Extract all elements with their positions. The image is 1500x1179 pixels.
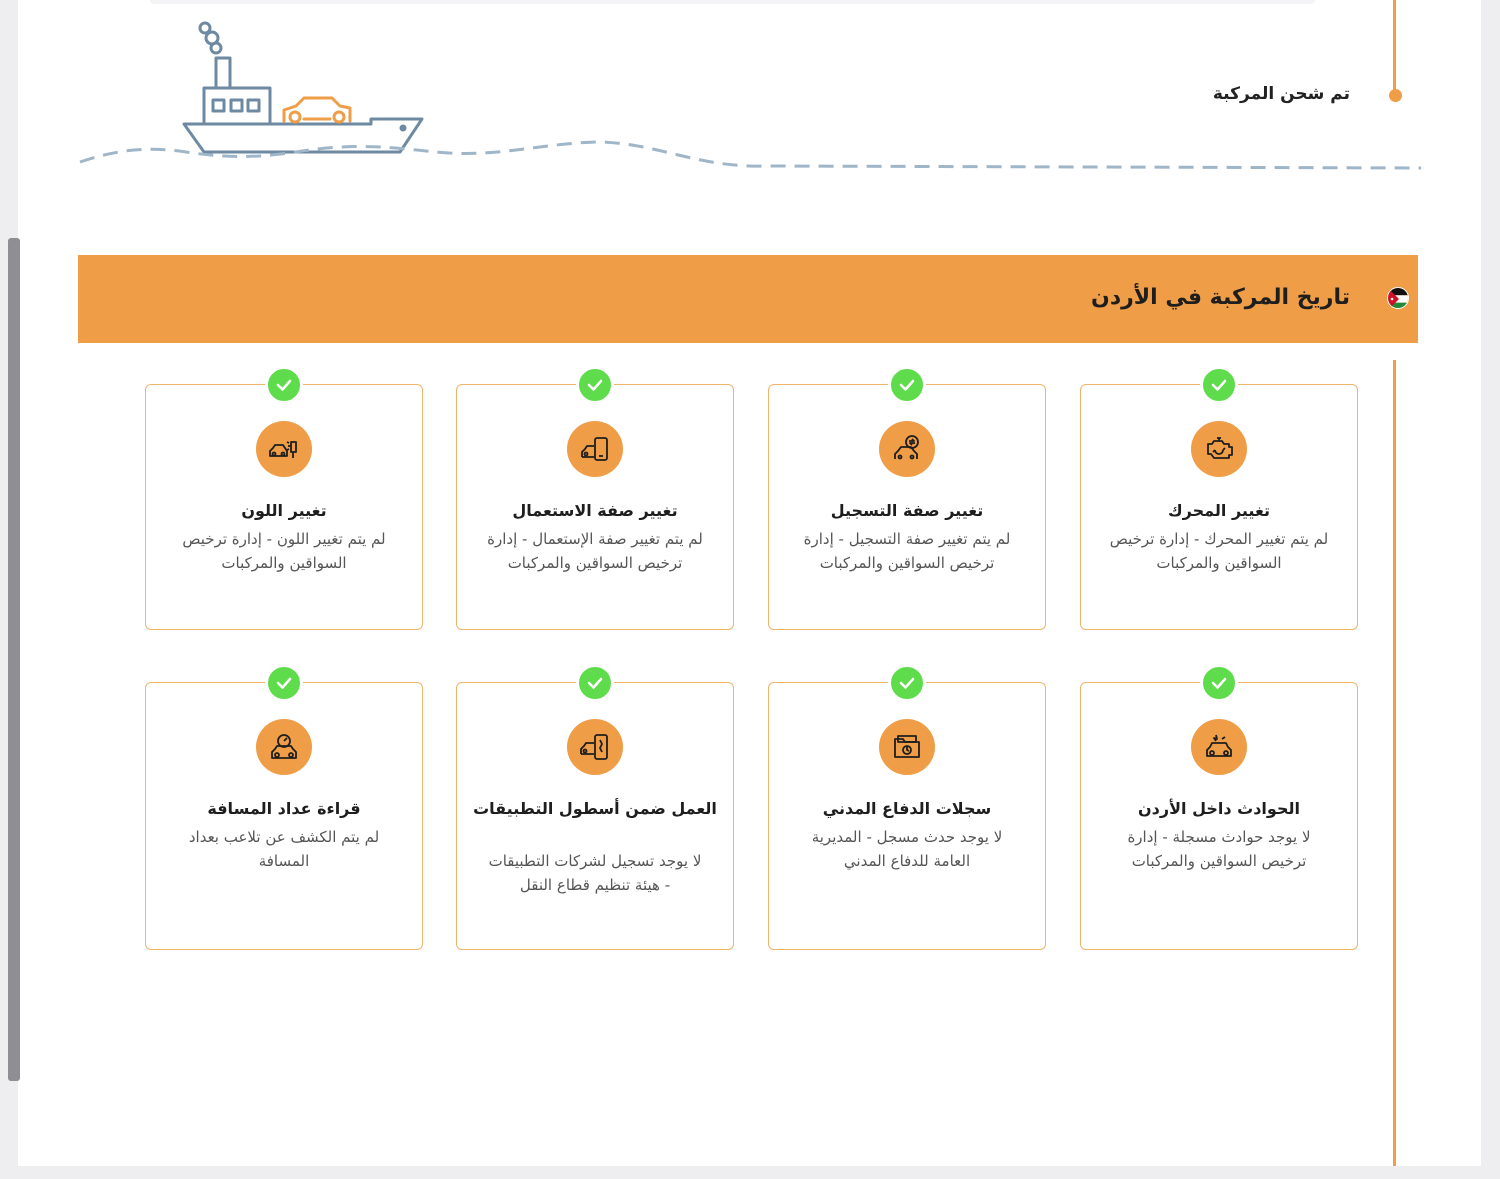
card-description: لم يتم الكشف عن تلاعب بعداد المسافة bbox=[188, 828, 380, 870]
card-description: لم يتم تغيير اللون - إدارة ترخيص السواقين والمركبات bbox=[182, 530, 386, 572]
card-ride-apps bbox=[456, 682, 734, 950]
shipped-status-label: تم شحن المركبة bbox=[1212, 84, 1350, 104]
card-accidents bbox=[1080, 682, 1358, 950]
card-title: قراءة عداد المسافة bbox=[207, 799, 361, 818]
usage-change-icon bbox=[567, 421, 623, 477]
accident-icon bbox=[1191, 719, 1247, 775]
card-title: تغيير المحرك bbox=[1168, 501, 1270, 520]
card-description: لا يوجد حدث مسجل - المديرية العامة للدفاع المدني bbox=[811, 828, 1003, 870]
card-civil-defense bbox=[768, 682, 1046, 950]
check-icon bbox=[576, 664, 614, 702]
card-description: لم يتم تغيير صفة التسجيل - إدارة ترخيص السواقين والمركبات bbox=[803, 530, 1011, 572]
ride-app-icon bbox=[567, 719, 623, 775]
odometer-icon bbox=[256, 719, 312, 775]
ship-icon bbox=[184, 23, 422, 152]
card-title: تغيير اللون bbox=[241, 501, 327, 520]
timeline-line-lower bbox=[1393, 360, 1396, 1166]
civil-defense-icon bbox=[879, 719, 935, 775]
car-icon bbox=[284, 98, 350, 122]
section-title: تاريخ المركبة في الأردن bbox=[1091, 285, 1350, 310]
engine-icon bbox=[1191, 421, 1247, 477]
card-usage-change bbox=[456, 384, 734, 630]
card-description: لا يوجد تسجيل لشركات التطبيقات - هيئة تنظيم قطاع النقل bbox=[488, 852, 702, 894]
paint-spray-icon bbox=[256, 421, 312, 477]
card-title: تغيير صفة التسجيل bbox=[830, 501, 984, 520]
previous-section-edge bbox=[150, 0, 1315, 4]
card-registration-change bbox=[768, 384, 1046, 630]
card-description: لم يتم تغيير صفة الإستعمال - إدارة ترخيص السواقين والمركبات bbox=[487, 530, 703, 572]
registration-change-icon bbox=[879, 421, 935, 477]
card-title: تغيير صفة الاستعمال bbox=[512, 501, 678, 520]
check-icon bbox=[1200, 366, 1238, 404]
check-icon bbox=[265, 664, 303, 702]
card-title: سجلات الدفاع المدني bbox=[822, 799, 992, 818]
card-color-change bbox=[145, 384, 423, 630]
check-icon bbox=[576, 366, 614, 404]
card-title: العمل ضمن أسطول التطبيقات bbox=[473, 799, 717, 818]
check-icon bbox=[265, 366, 303, 404]
check-icon bbox=[888, 366, 926, 404]
card-engine-change bbox=[1080, 384, 1358, 630]
check-icon bbox=[1200, 664, 1238, 702]
card-odometer bbox=[145, 682, 423, 950]
wave-line bbox=[80, 142, 1421, 168]
check-icon bbox=[888, 664, 926, 702]
card-description: لا يوجد حوادث مسجلة - إدارة ترخيص السواقين والمركبات bbox=[1127, 828, 1311, 870]
card-title: الحوادث داخل الأردن bbox=[1138, 799, 1300, 818]
scrollbar[interactable] bbox=[8, 238, 20, 1081]
card-description: لم يتم تغيير المحرك - إدارة ترخيص السواقين والمركبات bbox=[1109, 530, 1329, 572]
ship-illustration bbox=[76, 18, 1421, 178]
jordan-flag-icon bbox=[1387, 287, 1409, 309]
